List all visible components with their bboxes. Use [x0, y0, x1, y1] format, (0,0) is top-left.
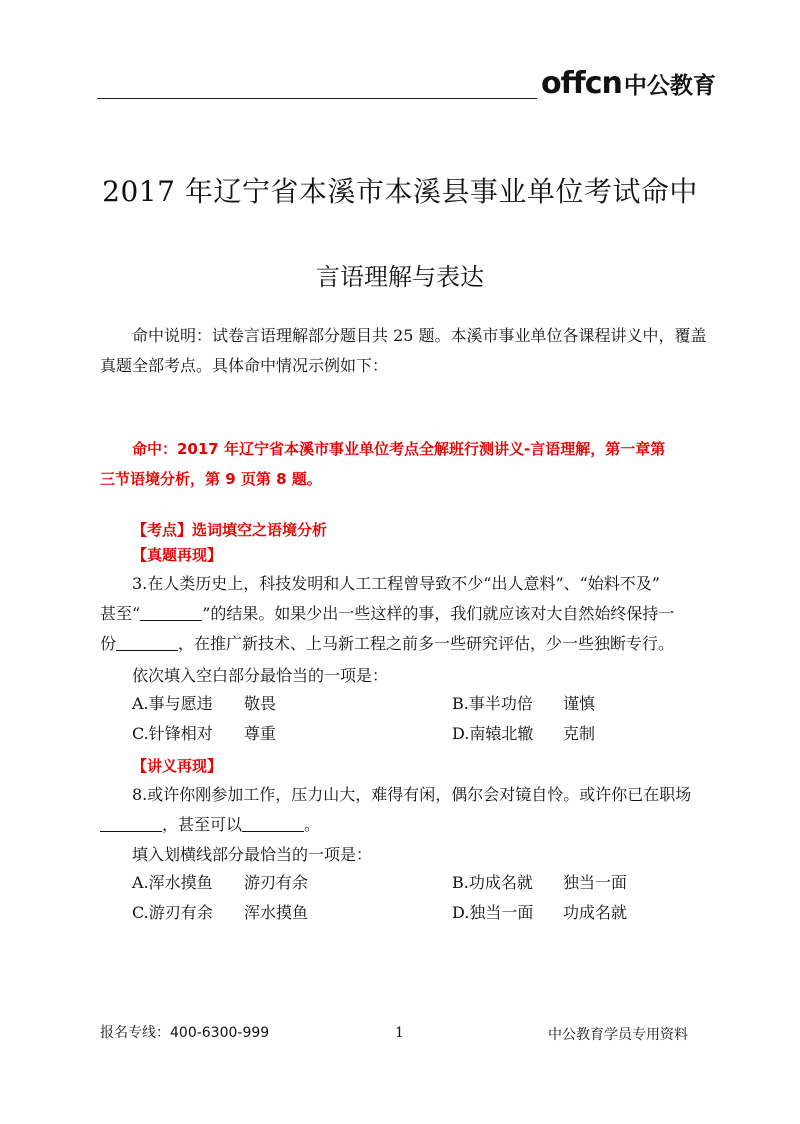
- jiangyi-label: 【讲义再现】: [132, 757, 223, 775]
- hit-line-2: 三节语境分析，第 9 页第 8 题。: [100, 470, 322, 488]
- q8-option-d-label: D.独当一面: [452, 903, 534, 922]
- q3-option-a-second: 敬畏: [244, 694, 277, 713]
- q8-blank-1: [100, 815, 162, 832]
- q8-option-b-second: 独当一面: [563, 873, 628, 892]
- footer-right-note: 中公教育学员专用资料: [548, 1027, 688, 1043]
- q3-prompt: 依次填入空白部分最恰当的一项是：: [132, 666, 389, 685]
- q3-line-3-a: 份: [100, 634, 117, 653]
- q3-line-2: [100, 599, 674, 629]
- q8-line-2-a: ，甚至可以: [162, 815, 243, 834]
- q3-option-d-second: 克制: [563, 724, 596, 743]
- q8-line-1: 8.或许你刚参加工作，压力山大，难得有闲，偶尔会对镜自怜。或许你已在职场: [132, 785, 692, 804]
- q8-option-d-second: 功成名就: [563, 903, 628, 922]
- section-title: 言语理解与表达: [316, 263, 484, 291]
- q8-line-2-b: 。: [304, 815, 321, 834]
- q8-option-a-second: 游刃有余: [244, 873, 309, 892]
- q8-prompt: 填入划横线部分最恰当的一项是：: [132, 845, 373, 864]
- page-title: 2017 年辽宁省本溪市本溪县事业单位考试命中: [102, 175, 698, 208]
- q3-option-a-label: A.事与愿违: [132, 694, 213, 713]
- q3-option-c-label: C.针锋相对: [132, 724, 213, 743]
- offcn-logo: [541, 66, 716, 101]
- header-rule: [97, 98, 537, 99]
- q3-line-2-b: ”的结果。如果少出一些这样的事，我们就应该对大自然始终保持一: [202, 604, 675, 623]
- q3-blank-2: [116, 634, 178, 651]
- logo-en: offcn: [541, 66, 622, 101]
- q3-line-3: [100, 629, 674, 659]
- q8-option-c-label: C.游刃有余: [132, 903, 213, 922]
- kaodian-label: 【考点】选词填空之语境分析: [132, 521, 328, 539]
- hit-line-1: 命中：2017 年辽宁省本溪市事业单位考点全解班行测讲义-言语理解，第一章第: [132, 440, 666, 458]
- q3-line-2-a: 甚至“: [100, 604, 141, 623]
- q3-option-b-label: B.事半功倍: [452, 694, 533, 713]
- q3-option-d-label: D.南辕北辙: [452, 724, 534, 743]
- zhenti-label: 【真题再现】: [132, 546, 223, 564]
- q8-line-2: [100, 810, 320, 840]
- q3-option-c-second: 尊重: [244, 724, 277, 743]
- q8-option-a-label: A.浑水摸鱼: [132, 873, 213, 892]
- q3-blank-1: [140, 604, 202, 621]
- footer-hotline: 报名专线：400-6300-999: [100, 1025, 270, 1041]
- q3-option-a: [132, 689, 213, 719]
- page-number: 1: [395, 1025, 404, 1041]
- intro-line-1: 命中说明：试卷言语理解部分题目共 25 题。本溪市事业单位各课程讲义中，覆盖: [132, 326, 707, 345]
- intro-line-2: 真题全部考点。具体命中情况示例如下：: [100, 356, 389, 375]
- q3-line-1: 3.在人类历史上，科技发明和人工工程曾导致不少“出人意料”、“始料不及”: [132, 574, 660, 593]
- logo-cn: 中公教育: [623, 73, 716, 99]
- q3-line-3-b: ，在推广新技术、上马新工程之前多一些研究评估，少一些独断专行。: [178, 634, 675, 653]
- q8-option-c-second: 浑水摸鱼: [244, 903, 309, 922]
- q3-option-b-second: 谨慎: [563, 694, 596, 713]
- q8-option-b-label: B.功成名就: [452, 873, 533, 892]
- q8-blank-2: [242, 815, 304, 832]
